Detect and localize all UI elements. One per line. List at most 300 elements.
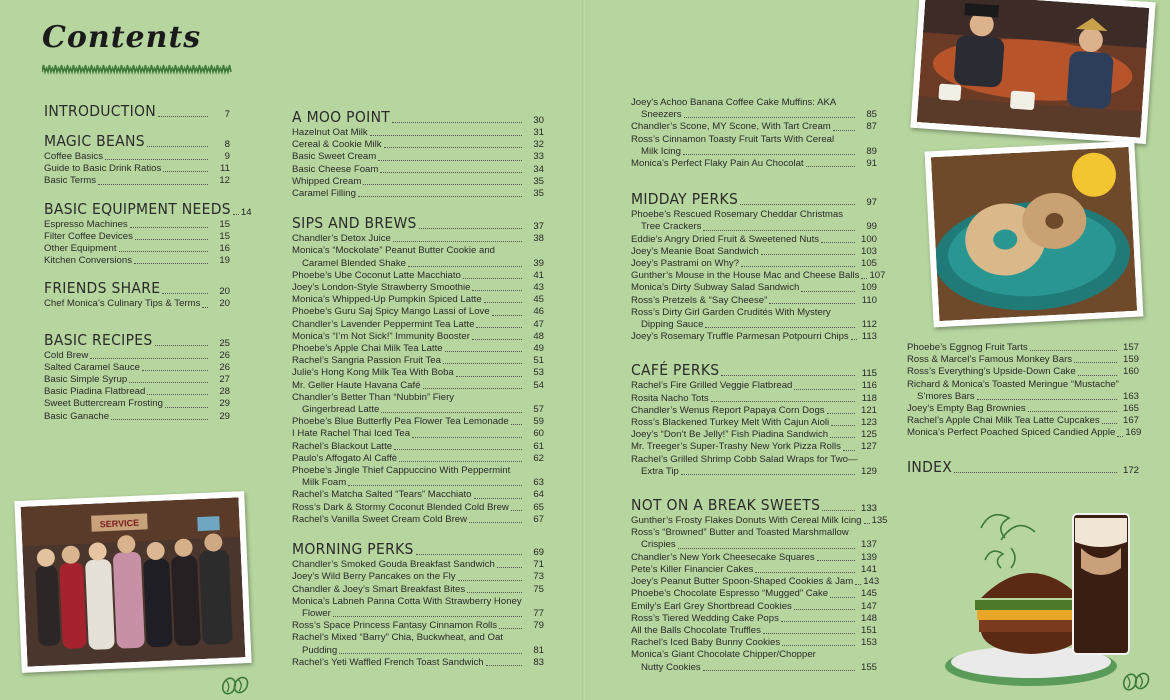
entry-title-line-2: Crispies [641,539,676,551]
section-heading-caf-perks[interactable] [631,361,877,379]
entry-title: Joey’s Peanut Butter Spoon-Shaped Cookies & Jam [631,576,854,588]
toc-entry[interactable] [631,625,877,637]
toc-entry[interactable] [44,350,230,362]
toc-entry[interactable] [631,637,877,649]
toc-entry[interactable] [631,405,877,417]
leader-dots [90,358,208,359]
page-number: 157 [1122,342,1139,353]
entry-title: Caramel Filling [292,188,356,200]
leader-dots [147,146,208,147]
toc-entry[interactable] [292,331,544,343]
leader-dots [855,584,861,585]
page-number: 59 [533,416,544,428]
page-number: 37 [533,221,544,233]
entry-title: Basic Sweet Cream [292,151,377,163]
entry-title: Rachel’s Yeti Waffled French Toast Sandwich [292,656,484,668]
toc-column-3 [631,97,888,674]
leader-dots [806,166,855,167]
toc-entry[interactable] [292,233,544,245]
page-number: 107 [869,270,886,282]
toc-entry[interactable] [292,657,544,669]
entry-title: Cold Brew [44,349,89,361]
toc-entry[interactable] [292,620,544,632]
page-number: 51 [533,355,544,367]
leader-dots [817,560,855,561]
entry-title: Ross’s Blackened Turkey Melt With Cajun Aioli [631,417,830,429]
page-number: 19 [219,255,230,267]
page-number: 33 [533,151,544,163]
coffee-beans-icon-right [1121,672,1151,692]
leader-dots [843,450,855,451]
toc-entry[interactable] [631,576,880,588]
leader-dots [755,572,855,573]
page-number: 35 [533,175,544,187]
leader-dots [769,303,855,304]
leader-dots [497,567,522,568]
toc-entry[interactable] [292,584,544,596]
page-number: 79 [533,620,544,632]
page-number: 99 [866,221,877,233]
page-number: 32 [533,139,544,151]
entry-title-line-2: Sneezers [641,109,682,121]
section-title: BASIC RECIPES [44,330,153,349]
section-title: NOT ON A BREAK SWEETS [631,496,821,515]
toc-entry[interactable] [292,465,544,489]
page-number: 14 [240,206,252,218]
entry-title: Basic Terms [44,175,97,187]
toc-entry[interactable] [292,571,544,583]
section-heading-midday-perks[interactable] [631,190,877,208]
leader-dots [681,474,855,475]
entry-title: Rosita Nacho Tots [631,392,709,404]
entry-title: Ross’s Space Princess Fantasy Cinnamon Rolls [292,620,498,632]
entry-title: Hazelnut Oat Milk [292,127,368,138]
toc-entry[interactable] [631,295,877,307]
page-number: 133 [860,503,877,515]
leader-dots [333,616,522,617]
toc-entry[interactable] [292,380,544,392]
entry-title: Joey’s “Don’t Be Jelly!” Fish Piadina Sandwich [631,429,829,441]
entry-title: Chandler’s Detox Juice [292,233,391,245]
page-number: 118 [861,392,877,404]
page-number: 34 [533,163,544,175]
section-title: INDEX [907,457,953,476]
page-number: 153 [860,637,877,649]
toc-entry[interactable] [631,649,877,673]
page-number: 71 [533,559,544,571]
page-number: 75 [533,583,544,595]
toc-entry[interactable] [631,417,877,429]
toc-entry[interactable] [292,176,544,188]
page-number: 49 [533,343,544,355]
leader-dots [1117,436,1123,437]
leader-dots [142,370,208,371]
toc-entry[interactable] [631,307,877,331]
toc-entry[interactable] [292,367,544,379]
leader-dots [158,116,208,117]
section-title: MIDDAY PERKS [631,190,739,209]
toc-entry[interactable] [631,209,877,233]
page-number: 15 [219,230,230,242]
page-number: 53 [533,367,544,379]
toc-entry[interactable] [44,255,230,267]
leader-dots [861,278,867,279]
burger-drink-illustration [941,488,1149,692]
page-number: 26 [219,361,230,373]
toc-entry[interactable] [631,441,877,453]
entry-title: Rachel’s Blackout Latte [292,440,393,452]
leader-dots [1030,350,1117,351]
toc-entry[interactable] [631,134,877,158]
entry-title: Chandler’s New York Cheesecake Squares [631,551,815,563]
page-number: 137 [860,539,877,551]
toc-entry[interactable] [907,366,1139,378]
leader-dots [703,230,855,231]
toc-entry[interactable] [44,411,230,423]
section-heading-magic-beans[interactable] [44,132,230,150]
page-number: 85 [866,109,877,121]
page-number: 57 [533,404,544,416]
section-heading-basic-equipment-needs[interactable] [44,199,252,218]
toc-entry[interactable] [44,175,230,187]
section-heading-basic-recipes[interactable] [44,331,230,349]
page-number: 16 [219,243,230,255]
entry-title: Other Equipment [44,243,117,255]
toc-entry[interactable] [631,121,877,133]
leader-dots [761,254,855,255]
page-number: 64 [533,489,544,501]
entry-title: Eddie’s Angry Dried Fruit & Sweetened Nuts [631,233,820,245]
entry-title: Phoebe’s Chocolate Espresso “Mugged” Cake [631,588,829,600]
page-number: 105 [860,258,877,270]
page-number: 60 [533,428,544,440]
section-title: CAFÉ PERKS [631,361,720,380]
joey-chandler-illustration [917,0,1150,138]
leader-dots [202,307,208,308]
toc-entry[interactable] [631,613,877,625]
toc-entry[interactable] [292,441,544,453]
entry-title-line-2: Flower [302,607,331,619]
page-number: 127 [860,441,877,453]
toc-entry[interactable] [44,374,230,386]
leader-dots [443,363,522,364]
section-title: MAGIC BEANS [44,132,145,150]
toc-entry[interactable] [44,362,230,374]
entry-title: Whipped Cream [292,175,362,187]
leader-dots [954,472,1117,473]
page-number: 100 [860,233,877,245]
leader-dots [463,278,522,279]
entry-title: Monica’s Dirty Subway Salad Sandwich [631,282,800,294]
entry-title: Chandler & Joey’s Smart Breakfast Bites [292,583,466,595]
entry-title: Rachel’s Fire Grilled Veggie Flatbread [631,380,793,392]
toc-column-1 [44,102,252,423]
page-number: 145 [860,588,877,600]
leader-dots [486,665,522,666]
leader-dots [703,670,855,671]
page-number: 77 [533,607,544,619]
entry-title: Filter Coffee Devices [44,230,133,242]
entry-title-line-1: Phoebe’s Jingle Thief Cappuccino With Peppermint [292,465,511,477]
toc-entry[interactable] [907,342,1139,354]
toc-entry[interactable] [44,398,230,410]
toc-entry[interactable] [631,454,877,478]
leader-dots [830,597,855,598]
leader-dots [511,510,522,511]
toc-entry[interactable] [292,188,544,200]
leader-dots [678,548,855,549]
toc-entry[interactable] [907,379,1139,403]
leader-dots [412,437,522,438]
page-number: 139 [860,551,877,563]
toc-entry[interactable] [292,428,544,440]
toc-entry[interactable] [631,380,877,392]
leader-dots [358,196,522,197]
leader-dots [393,241,522,242]
leader-dots [147,394,208,395]
left-page [0,0,584,700]
page-number: 172 [1122,464,1139,476]
toc-entry[interactable] [44,243,230,255]
page-number: 115 [861,368,877,380]
toc-entry[interactable] [292,306,544,318]
entry-title: Basic Cheese Foam [292,163,379,175]
entry-title-line-1: Monica’s Giant Chocolate Chipper/Chopper [631,649,816,661]
toc-entry[interactable] [292,392,544,416]
toc-entry[interactable] [631,527,877,551]
toc-entry[interactable] [907,403,1139,415]
toc-entry[interactable] [292,453,544,465]
page-number: 15 [219,218,230,230]
leader-dots [399,461,522,462]
page-number: 129 [860,465,877,477]
toc-entry[interactable] [631,601,877,613]
section-heading-morning-perks[interactable] [292,540,544,558]
entry-title: Gunther’s Frosty Flakes Donuts With Cereal Milk Icing [631,515,862,527]
toc-entry[interactable] [292,559,544,571]
entry-title: Chef Monica’s Culinary Tips & Terms [44,298,201,310]
page-number: 113 [861,331,877,343]
leader-dots [833,130,855,131]
leader-dots [782,645,855,646]
leader-dots [348,485,522,486]
entry-title: All the Balls Chocolate Truffles [631,624,761,636]
page-number: 155 [860,661,877,673]
page-number: 141 [860,563,877,575]
leader-dots [163,171,208,172]
toc-entry[interactable] [907,427,1142,439]
page-number: 167 [1122,415,1139,427]
leader-dots [233,214,239,215]
leader-dots [445,351,522,352]
section-title: MORNING PERKS [292,540,414,559]
entry-title-line-2: Gingerbread Latte [302,404,380,416]
toc-entry[interactable] [292,343,544,355]
toc-entry[interactable] [631,246,877,258]
leader-dots [741,266,855,267]
toc-entry[interactable] [907,354,1139,366]
toc-entry[interactable] [907,415,1139,427]
toc-entry[interactable] [292,294,544,306]
leader-dots [721,375,855,376]
entry-title: Julie’s Hong Kong Milk Tea With Boba [292,367,454,379]
section-heading-index[interactable] [907,458,1139,476]
toc-entry[interactable] [631,158,877,170]
page-number: 29 [219,410,230,422]
toc-entry[interactable] [631,393,877,405]
entry-title-line-2: Extra Tip [641,465,679,477]
entry-title: Monica’s “I’m Not Sick!” Immunity Booster [292,330,470,342]
section-title: SIPS AND BREWS [292,214,417,233]
toc-entry[interactable] [44,386,230,398]
section-heading-introduction[interactable] [44,102,230,120]
entry-title: Phoebe’s Guru Saj Spicy Mango Lassi of Love [292,306,490,318]
toc-entry[interactable] [292,282,544,294]
joey-chandler-photo [910,0,1155,144]
leader-dots [111,419,208,420]
page-number: 103 [860,245,877,257]
page-number: 43 [533,282,544,294]
toc-entry[interactable] [292,151,544,163]
toc-entry[interactable] [631,270,886,282]
leader-dots [384,147,522,148]
section-title: FRIENDS SHARE [44,279,161,298]
leader-dots [827,413,855,414]
leader-dots [474,498,522,499]
toc-entry[interactable] [292,514,544,526]
toc-entry[interactable] [631,97,877,121]
leader-dots [135,239,208,240]
leader-dots [467,592,522,593]
leader-dots [684,117,855,118]
toc-entry[interactable] [292,596,544,620]
page-number: 31 [533,127,544,138]
page-number: 48 [533,330,544,342]
entry-title: Mr. Geller Haute Havana Café [292,379,421,391]
entry-title: Chandler’s Scone, MY Scone, With Tart Cream [631,121,831,133]
entry-title: Joey’s Rosemary Truffle Parmesan Potpourri Chips [631,331,849,343]
toc-entry[interactable] [292,127,544,139]
leader-dots [1102,423,1117,424]
entry-title: Rachel’s Sangria Passion Fruit Tea [292,355,441,367]
page-number: 159 [1122,354,1139,366]
page-number: 8 [224,139,230,150]
toc-entry[interactable] [44,298,230,310]
page-number: 67 [533,513,544,525]
entry-title: Ross’s Dark & Stormy Coconut Blended Cold Brew [292,501,509,513]
page-number: 25 [219,337,230,349]
toc-entry[interactable] [44,151,230,163]
page-number: 110 [861,294,877,306]
entry-title-line-1: Richard & Monica’s Toasted Meringue “Mustache” [907,378,1119,390]
leader-dots [339,653,522,654]
toc-entry[interactable] [292,489,544,501]
toc-entry[interactable] [44,219,230,231]
leader-dots [1078,375,1117,376]
toc-column-4 [907,342,1142,477]
page-number: 147 [860,600,877,612]
leader-dots [492,315,522,316]
leader-dots [763,633,855,634]
leader-dots [794,609,855,610]
toc-entry[interactable] [292,245,544,269]
toc-entry[interactable] [631,564,877,576]
page-number: 28 [219,386,230,398]
section-title: INTRODUCTION [44,102,157,120]
entry-title-line-1: Rachel’s Grilled Shrimp Cobb Salad Wraps for Two— [631,453,858,465]
section-heading-a-moo-point[interactable] [292,108,544,126]
toc-entry[interactable] [292,319,544,331]
entry-title-line-1: Joey’s Achoo Banana Coffee Cake Muffins: AKA [631,97,837,108]
toc-entry[interactable] [631,515,888,527]
leader-dots [683,154,855,155]
page-number: 73 [533,571,544,583]
toc-entry[interactable] [292,502,544,514]
leader-dots [416,554,522,555]
toc-entry[interactable] [44,231,230,243]
leader-dots [476,327,522,328]
page-number: 89 [866,145,877,157]
page-number: 11 [220,163,230,175]
entry-title: Rachel’s Matcha Salted “Tears” Macchiato [292,489,472,501]
toc-entry[interactable] [631,234,877,246]
entry-title: Joey’s Wild Berry Pancakes on the Fly [292,571,456,583]
leader-dots [408,266,522,267]
leader-dots [394,449,522,450]
toc-entry[interactable] [292,270,544,282]
leader-dots [977,399,1117,400]
leader-dots [98,184,208,185]
leader-dots [458,580,522,581]
toc-entry[interactable] [292,164,544,176]
entry-title: Paulo’s Affogato Al Caffè [292,452,398,464]
section-heading-friends-share[interactable] [44,279,230,297]
toc-entry[interactable] [631,588,877,600]
section-heading-not-on-a-break-sweets[interactable] [631,496,877,514]
entry-title: Mr. Treeger’s Super-Trashy New York Pizza Rolls [631,441,841,453]
page-number: 12 [219,175,230,187]
page-number: 20 [219,286,230,298]
page-number: 123 [860,417,877,429]
leader-dots [472,290,522,291]
toc-entry[interactable] [631,552,877,564]
entry-title: Rachel’s Iced Baby Bunny Cookies [631,637,781,649]
page-number: 143 [863,576,880,588]
entry-title: Ross’s Tiered Wedding Cake Pops [631,612,779,624]
page-number: 46 [533,306,544,318]
toc-entry[interactable] [292,139,544,151]
toc-entry[interactable] [44,163,230,175]
toc-entry[interactable] [631,331,877,343]
entry-title-line-2: S’mores Bars [917,390,975,402]
toc-entry[interactable] [292,632,544,656]
leader-dots [851,339,857,340]
section-heading-sips-and-brews[interactable] [292,214,544,232]
leader-dots [821,242,855,243]
toc-entry[interactable] [631,258,877,270]
page-number: 61 [533,440,544,452]
toc-column-2 [292,108,544,669]
entry-title: Ross & Marcel’s Famous Monkey Bars [907,354,1073,366]
entry-title: Guide to Basic Drink Ratios [44,163,162,175]
toc-entry[interactable] [631,282,877,294]
entry-title: Phoebe’s Eggnog Fruit Tarts [907,342,1028,353]
section-title: BASIC EQUIPMENT NEEDS [44,199,231,218]
toc-entry[interactable] [631,429,877,441]
toc-entry[interactable] [292,416,544,428]
toc-entry[interactable] [292,355,544,367]
leader-dots [456,376,522,377]
